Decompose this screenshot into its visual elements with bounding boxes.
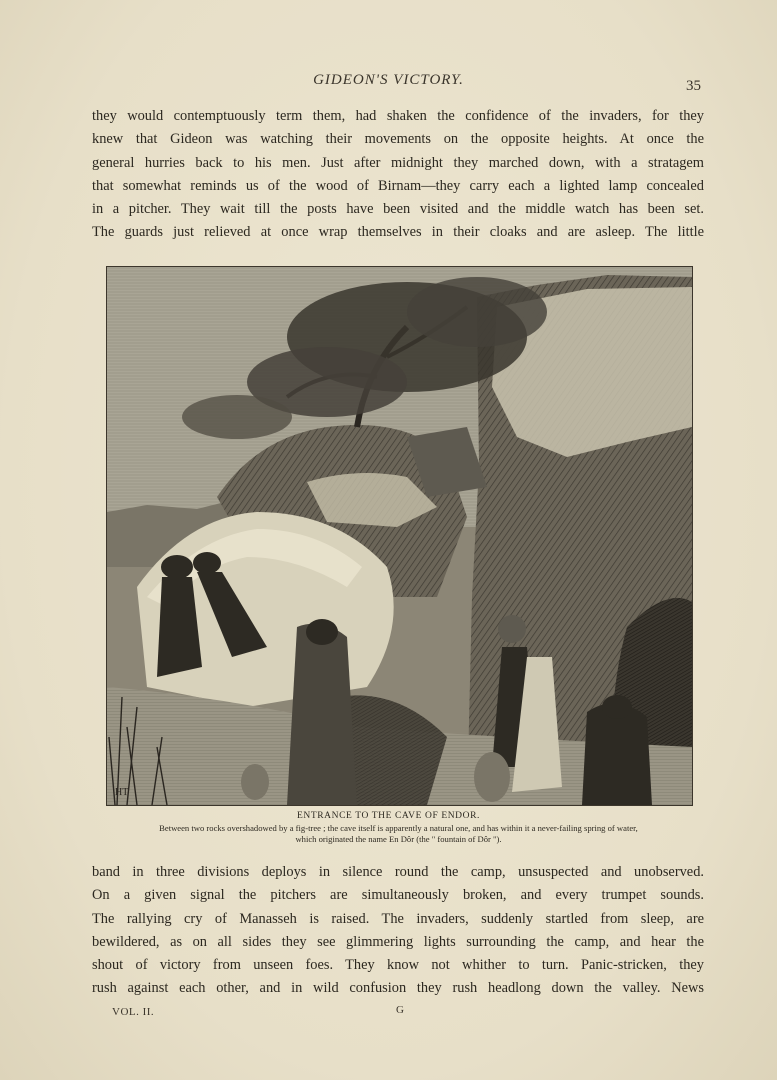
text-line: The rallying cry of Manasseh is raised. The invaders, suddenly startled from sleep, are <box>92 910 704 927</box>
body-text-top <box>92 105 704 245</box>
text-line: On a given signal the pitchers are simultaneously broken, and every trumpet sounds. <box>92 887 704 904</box>
caption-line: which originated the name En Dôr (the " fountain of Dôr "). <box>295 834 502 844</box>
engraving-illustration <box>106 266 693 806</box>
signature-mark: G <box>396 1004 404 1016</box>
caption-line: Between two rocks overshadowed by a fig-tree ; the cave itself is apparently a natural one, and has within it a never-failing spring of water, <box>159 823 638 833</box>
text-line: they would contemptuously term them, had shaken the confidence of the invaders, for they <box>92 108 704 124</box>
engraving-artwork <box>107 267 692 805</box>
text-line: shout of victory from unseen foes. They know not whither to turn. Panic-stricken, they <box>92 957 704 974</box>
figure-caption-title: ENTRANCE TO THE CAVE OF ENDOR. <box>296 811 481 821</box>
text-line: rush against each other, and in wild confusion they rush headlong down the valley. News <box>92 980 704 997</box>
volume-marker: VOL. II. <box>112 1006 155 1018</box>
body-text-bottom <box>92 861 704 1001</box>
engraver-monogram: HT <box>115 787 129 798</box>
text-line: band in three divisions deploys in silence round the camp, unsuspected and unobserved. <box>92 864 704 880</box>
text-line: in a pitcher. They wait till the posts have been visited and the middle watch has been set. <box>92 201 704 218</box>
text-line: that somewhat reminds us of the wood of Birnam—they carry each a lighted lamp concealed <box>92 177 704 194</box>
page-number: 35 <box>686 78 701 94</box>
text-line: general hurries back to his men. Just after midnight they marched down, with a stratagem <box>92 154 704 171</box>
running-title: GIDEON'S VICTORY. <box>313 72 464 88</box>
text-line: knew that Gideon was watching their movements on the opposite heights. At once the <box>92 131 704 148</box>
figure-caption <box>100 823 697 845</box>
text-line: bewildered, as on all sides they see glimmering lights surrounding the camp, and hear the <box>92 933 704 950</box>
text-line: The guards just relieved at once wrap themselves in their cloaks and are asleep. The little <box>92 224 704 241</box>
